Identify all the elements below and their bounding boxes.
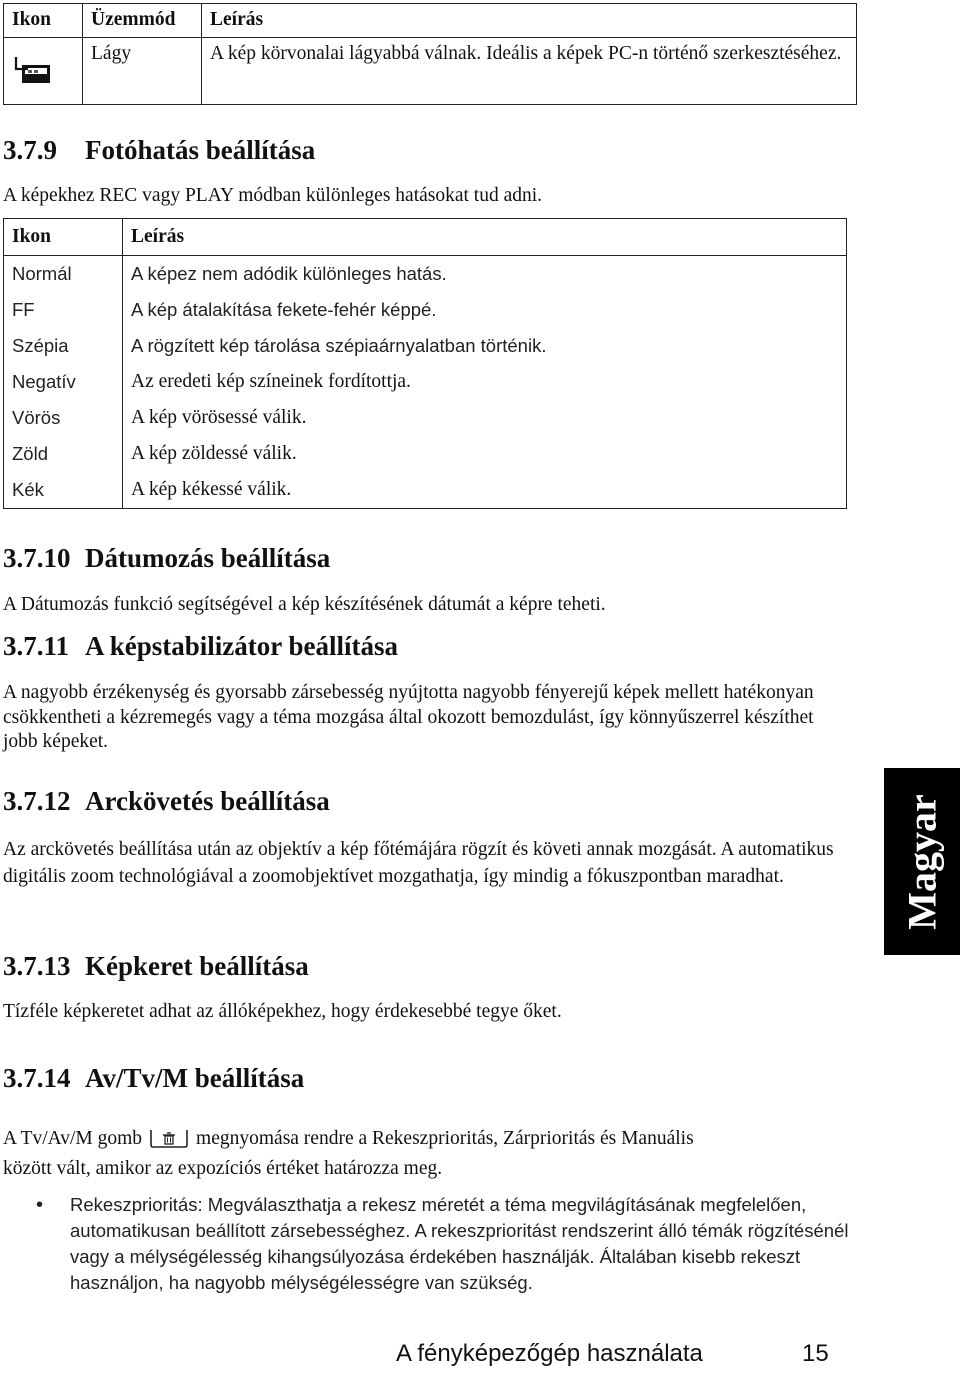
icon-cell <box>4 38 83 105</box>
table-row <box>4 292 847 328</box>
photo-effects-table <box>3 218 847 509</box>
effect-name: FF <box>4 292 123 328</box>
table-row <box>4 472 847 509</box>
table-row <box>4 256 847 293</box>
section-text: A nagyobb érzékenység és gyorsabb zársebesség nyújtotta nagyobb fényerejű képek mellett hatékonyan csökkentheti a kézremegés vagy a téma mozgása által okozott bemozdulást, így könnyűszerrel készíthet jobb képeket. <box>3 682 814 752</box>
table-row <box>4 436 847 472</box>
section-heading-3-7-9 <box>3 134 315 166</box>
section-title: A képstabilizátor beállítása <box>85 631 399 661</box>
text-after-icon: megnyomása rendre a Rekeszprioritás, Zárprioritás és Manuális <box>196 1128 694 1149</box>
section-title: Fotóhatás beállítása <box>85 135 316 165</box>
section-text: A Dátumozás funkció segítségével a kép készítésének dátumát a képre teheti. <box>3 594 606 615</box>
effect-name: Vörös <box>4 400 123 436</box>
effect-description: A kép zöldessé válik. <box>131 443 297 464</box>
effect-name: Negatív <box>4 364 123 400</box>
section-heading-3-7-13 <box>3 950 309 982</box>
section-title: Arckövetés beállítása <box>85 786 330 816</box>
section-number: 3.7.13 <box>3 951 71 981</box>
section-number: 3.7.10 <box>3 543 71 573</box>
mode-cell: Lágy <box>83 38 202 105</box>
page-number: 15 <box>802 1340 829 1367</box>
effect-description: A kép átalakítása fekete-fehér képpé. <box>131 299 437 320</box>
text-line-2: között vált, amikor az expozíciós értéket határozza meg. <box>3 1158 443 1179</box>
table-row <box>4 400 847 436</box>
text-before-icon: A Tv/Av/M gomb <box>3 1128 143 1149</box>
effect-name: Szépia <box>4 328 123 364</box>
table-row <box>4 328 847 364</box>
effect-description: A rögzített kép tárolása szépiaárnyalatban történik. <box>131 335 547 356</box>
header-mode: Üzemmód <box>83 4 202 38</box>
section-heading-3-7-11 <box>3 630 398 662</box>
section-text: Tízféle képkeretet adhat az állóképekhez, hogy érdekesebbé tegye őket. <box>3 1001 562 1022</box>
section-heading-3-7-12 <box>3 785 330 817</box>
effect-description: A kép kékessé válik. <box>131 479 292 500</box>
effect-description: A kép vörösessé válik. <box>131 407 307 428</box>
section-title: Dátumozás beállítása <box>85 543 331 573</box>
soft-mode-table <box>3 3 857 105</box>
table-row <box>4 364 847 400</box>
header-icon: Ikon <box>4 219 123 256</box>
list-item: Rekeszprioritás: Megválaszthatja a rekesz méretét a téma megvilágításának megfelelően, automatikusan beállított zársebességhez. A rekeszprioritást rendszerint álló témák rögzítésénél vagy a mélységélesség kihangsúlyozása érdekében használják. Általában kisebb rekeszt használjon, ha nagyobb mélységélességre van szükség. <box>70 1194 849 1293</box>
table-row <box>4 38 857 105</box>
header-icon: Ikon <box>4 4 83 38</box>
trash-button-icon <box>150 1128 188 1148</box>
section-number: 3.7.9 <box>3 135 57 165</box>
section-text <box>3 1124 863 1184</box>
effect-name: Zöld <box>4 436 123 472</box>
section-heading-3-7-10 <box>3 542 330 574</box>
language-side-tab <box>884 768 960 955</box>
effect-name: Normál <box>4 256 123 293</box>
header-description: Leírás <box>123 219 847 256</box>
description-cell: A kép körvonalai lágyabbá válnak. Ideális a képek PC-n történő szerkesztéséhez. <box>202 38 857 105</box>
bullet-icon: • <box>36 1194 44 1216</box>
section-heading-3-7-14 <box>3 1062 304 1094</box>
table-header-row <box>4 219 847 256</box>
section-title: Av/Tv/M beállítása <box>85 1063 305 1093</box>
soft-mode-icon <box>14 55 52 85</box>
section-number: 3.7.11 <box>3 631 70 661</box>
section-intro: A képekhez REC vagy PLAY módban különleges hatásokat tud adni. <box>3 185 543 206</box>
bullet-list <box>36 1192 856 1296</box>
footer-title: A fényképezőgép használata <box>396 1340 703 1367</box>
section-number: 3.7.12 <box>3 786 71 816</box>
section-text: Az arckövetés beállítása után az objektív a kép főtémájára rögzít és követi annak mozgását. A automatikus digitális zoom technológiával a zoomobjektívet mozgathatja, így mindig a fókuszpontban maradhat. <box>3 839 834 887</box>
effect-name: Kék <box>4 472 123 509</box>
effect-description: Az eredeti kép színeinek fordítottja. <box>131 371 411 392</box>
language-label: Magyar <box>899 793 945 930</box>
table-header-row <box>4 4 857 38</box>
header-description: Leírás <box>202 4 857 38</box>
effect-description: A képez nem adódik különleges hatás. <box>131 263 447 284</box>
section-title: Képkeret beállítása <box>85 951 309 981</box>
section-number: 3.7.14 <box>3 1063 71 1093</box>
